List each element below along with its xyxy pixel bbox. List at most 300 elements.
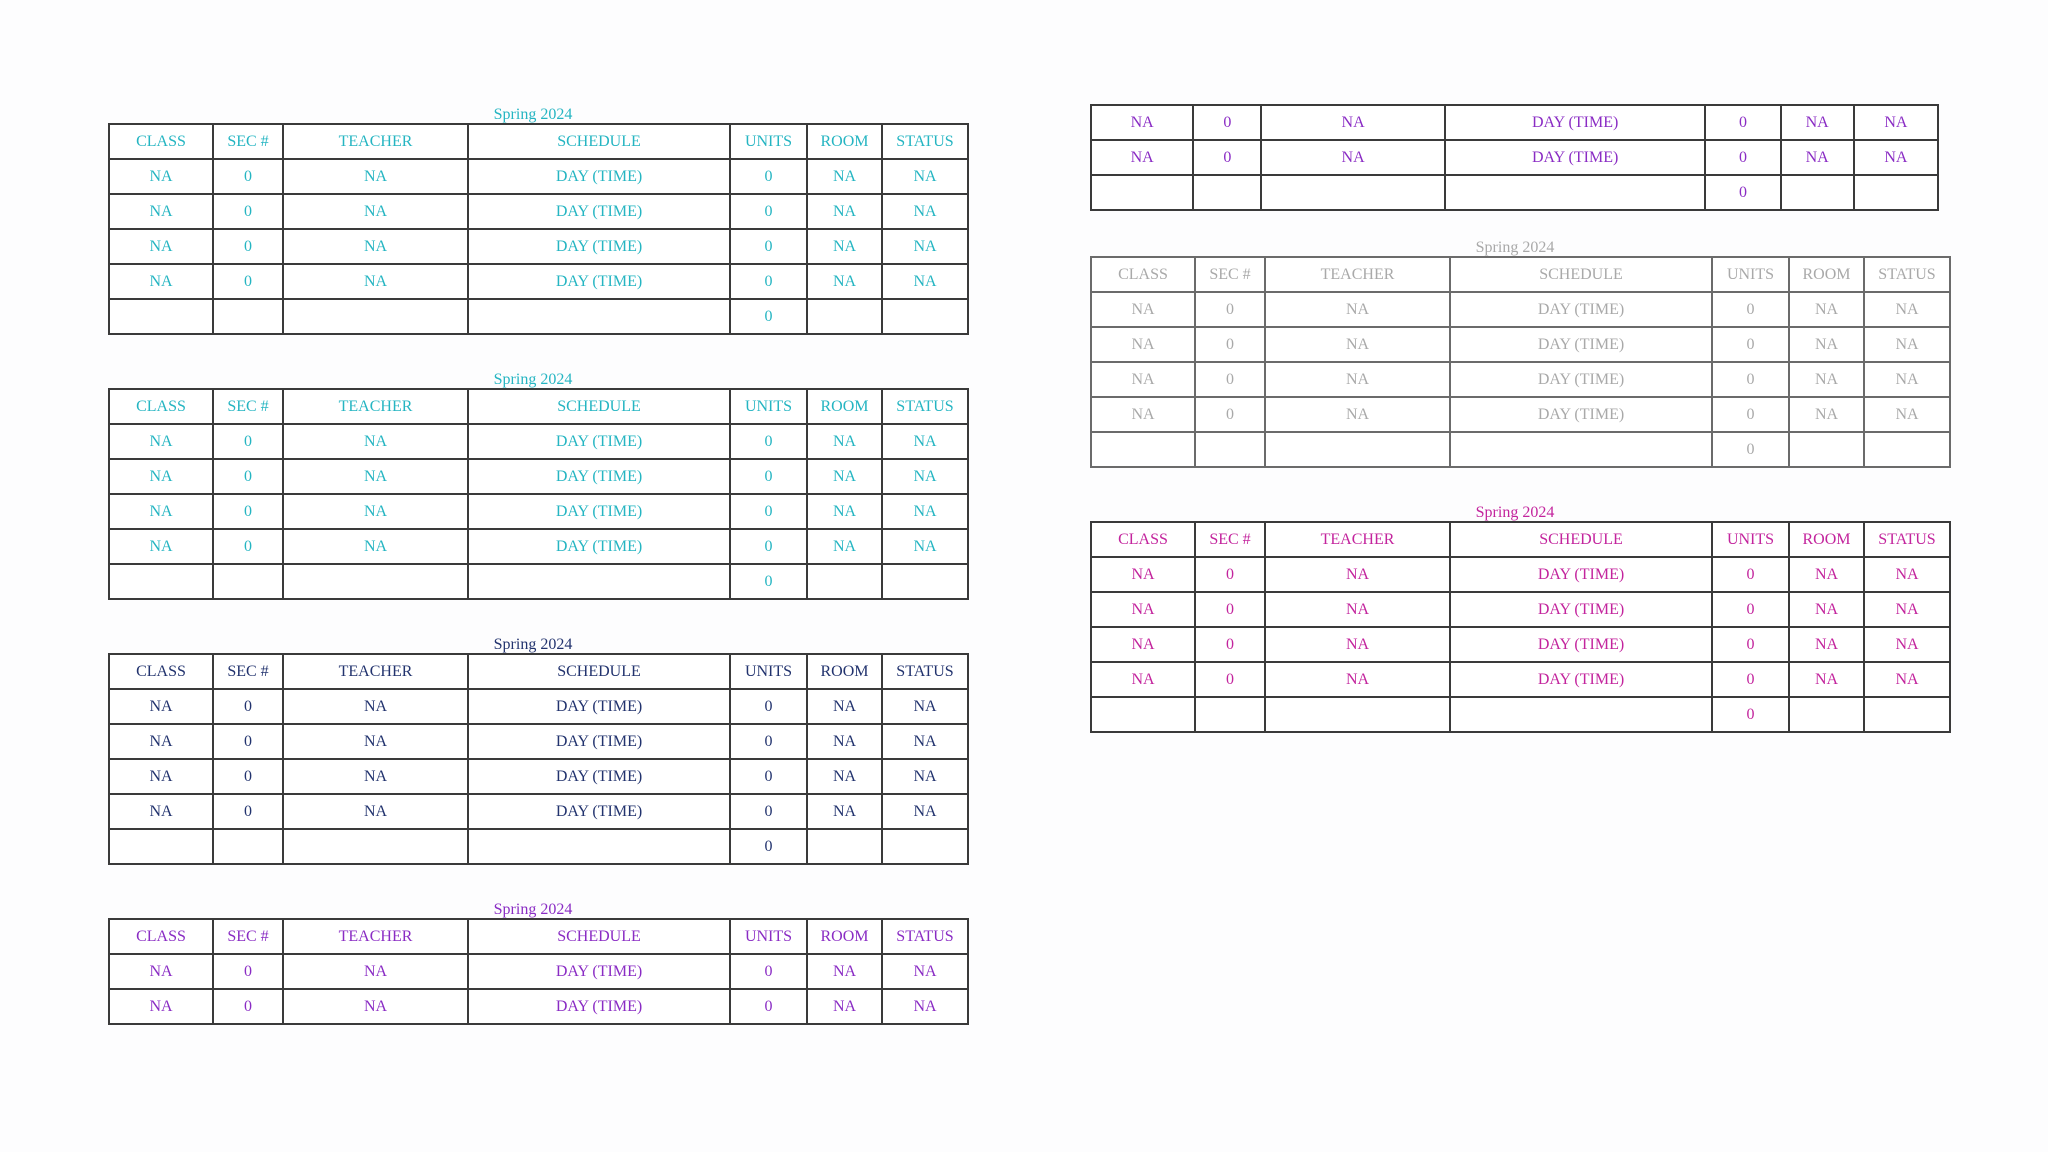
schedule-grid <box>108 123 969 335</box>
table-row <box>109 424 968 459</box>
column-header-status: STATUS <box>882 389 968 424</box>
table-row <box>1091 627 1950 662</box>
sec-cell: 0 <box>213 759 283 794</box>
schedule-table-purple <box>108 902 958 1025</box>
schedule-cell: DAY (TIME) <box>468 159 730 194</box>
table-row <box>1091 362 1950 397</box>
header-row <box>109 654 968 689</box>
term-title: Spring 2024 <box>1475 504 1555 521</box>
table-row <box>1091 592 1950 627</box>
schedule-cell: DAY (TIME) <box>1445 105 1706 140</box>
status-cell: NA <box>1864 627 1950 662</box>
teacher-cell: NA <box>283 194 468 229</box>
column-header-room: ROOM <box>1789 257 1864 292</box>
column-header-room: ROOM <box>807 654 882 689</box>
status-cell: NA <box>1864 557 1950 592</box>
class-cell: NA <box>109 954 213 989</box>
column-header-units: UNITS <box>730 389 807 424</box>
empty-cell <box>1789 432 1864 467</box>
column-header-schedule: SCHEDULE <box>1450 257 1712 292</box>
column-header-schedule: SCHEDULE <box>468 389 730 424</box>
empty-cell <box>1854 175 1938 210</box>
schedule-cell: DAY (TIME) <box>468 954 730 989</box>
units-cell: 0 <box>1712 557 1789 592</box>
total-row <box>1091 432 1950 467</box>
total-row <box>109 299 968 334</box>
table-row <box>109 989 968 1024</box>
units-cell: 0 <box>1712 627 1789 662</box>
units-cell: 0 <box>1712 397 1789 432</box>
room-cell: NA <box>1789 662 1864 697</box>
class-cell: NA <box>109 794 213 829</box>
status-cell: NA <box>1864 397 1950 432</box>
room-cell: NA <box>1789 292 1864 327</box>
schedule-cell: DAY (TIME) <box>468 194 730 229</box>
status-cell: NA <box>882 954 968 989</box>
schedule-grid <box>1090 521 1951 733</box>
column-header-status: STATUS <box>882 919 968 954</box>
empty-cell <box>283 299 468 334</box>
teacher-cell: NA <box>1265 627 1450 662</box>
table-row <box>109 159 968 194</box>
units-cell: 0 <box>730 194 807 229</box>
teacher-cell: NA <box>283 689 468 724</box>
column-header-schedule: SCHEDULE <box>468 654 730 689</box>
table-row <box>1091 662 1950 697</box>
empty-cell <box>109 299 213 334</box>
room-cell: NA <box>807 159 882 194</box>
column-header-units: UNITS <box>1712 522 1789 557</box>
class-cell: NA <box>109 759 213 794</box>
term-title: Spring 2024 <box>493 106 573 123</box>
schedule-cell: DAY (TIME) <box>468 424 730 459</box>
room-cell: NA <box>1781 105 1854 140</box>
empty-cell <box>213 299 283 334</box>
empty-cell <box>882 564 968 599</box>
status-cell: NA <box>1864 362 1950 397</box>
units-cell: 0 <box>1712 292 1789 327</box>
status-cell: NA <box>882 159 968 194</box>
room-cell: NA <box>807 989 882 1024</box>
empty-cell <box>1265 697 1450 732</box>
teacher-cell: NA <box>1261 105 1444 140</box>
class-cell: NA <box>109 724 213 759</box>
column-header-class: CLASS <box>1091 257 1195 292</box>
teacher-cell: NA <box>283 529 468 564</box>
sec-cell: 0 <box>1195 397 1265 432</box>
class-cell: NA <box>1091 105 1193 140</box>
sec-cell: 0 <box>1195 592 1265 627</box>
column-header-sec: SEC # <box>213 389 283 424</box>
units-total-cell: 0 <box>1712 697 1789 732</box>
teacher-cell: NA <box>283 494 468 529</box>
empty-cell <box>807 829 882 864</box>
column-header-class: CLASS <box>1091 522 1195 557</box>
status-cell: NA <box>1864 662 1950 697</box>
sec-cell: 0 <box>213 724 283 759</box>
empty-cell <box>1864 432 1950 467</box>
schedule-cell: DAY (TIME) <box>468 689 730 724</box>
sec-cell: 0 <box>213 989 283 1024</box>
column-header-room: ROOM <box>1789 522 1864 557</box>
class-cell: NA <box>1091 627 1195 662</box>
room-cell: NA <box>807 759 882 794</box>
class-cell: NA <box>109 989 213 1024</box>
units-cell: 0 <box>730 724 807 759</box>
teacher-cell: NA <box>283 794 468 829</box>
header-row <box>1091 522 1950 557</box>
teacher-cell: NA <box>283 954 468 989</box>
schedule-cell: DAY (TIME) <box>1450 362 1712 397</box>
units-cell: 0 <box>1705 105 1780 140</box>
room-cell: NA <box>807 424 882 459</box>
column-header-room: ROOM <box>807 389 882 424</box>
table-row <box>109 459 968 494</box>
class-cell: NA <box>109 229 213 264</box>
status-cell: NA <box>882 759 968 794</box>
room-cell: NA <box>807 264 882 299</box>
schedule-cell: DAY (TIME) <box>468 494 730 529</box>
schedule-table-purple-continued <box>1090 104 1940 211</box>
empty-cell <box>1193 175 1261 210</box>
status-cell: NA <box>882 424 968 459</box>
teacher-cell: NA <box>1261 140 1444 175</box>
term-title: Spring 2024 <box>493 901 573 918</box>
teacher-cell: NA <box>283 759 468 794</box>
empty-cell <box>1195 697 1265 732</box>
sec-cell: 0 <box>213 159 283 194</box>
units-cell: 0 <box>730 229 807 264</box>
empty-cell <box>468 564 730 599</box>
sec-cell: 0 <box>213 459 283 494</box>
term-title: Spring 2024 <box>1475 239 1555 256</box>
table-row <box>109 264 968 299</box>
empty-cell <box>807 299 882 334</box>
table-row <box>109 494 968 529</box>
status-cell: NA <box>1864 292 1950 327</box>
schedule-table-teal-2 <box>108 372 958 600</box>
column-header-status: STATUS <box>882 124 968 159</box>
column-header-sec: SEC # <box>213 919 283 954</box>
status-cell: NA <box>882 529 968 564</box>
status-cell: NA <box>882 194 968 229</box>
room-cell: NA <box>1789 327 1864 362</box>
sec-cell: 0 <box>213 229 283 264</box>
table-row <box>1091 327 1950 362</box>
room-cell: NA <box>807 794 882 829</box>
column-header-units: UNITS <box>1712 257 1789 292</box>
units-cell: 0 <box>730 954 807 989</box>
column-header-units: UNITS <box>730 124 807 159</box>
column-header-sec: SEC # <box>213 654 283 689</box>
schedule-cell: DAY (TIME) <box>1450 292 1712 327</box>
class-cell: NA <box>109 159 213 194</box>
teacher-cell: NA <box>1265 362 1450 397</box>
class-cell: NA <box>1091 592 1195 627</box>
class-cell: NA <box>109 264 213 299</box>
header-row <box>109 919 968 954</box>
schedule-table-magenta <box>1090 505 1940 733</box>
table-row <box>1091 140 1938 175</box>
status-cell: NA <box>1864 592 1950 627</box>
empty-cell <box>1265 432 1450 467</box>
class-cell: NA <box>1091 327 1195 362</box>
status-cell: NA <box>882 794 968 829</box>
column-header-sec: SEC # <box>213 124 283 159</box>
column-header-units: UNITS <box>730 654 807 689</box>
column-header-units: UNITS <box>730 919 807 954</box>
units-total-cell: 0 <box>730 829 807 864</box>
status-cell: NA <box>882 724 968 759</box>
room-cell: NA <box>1789 397 1864 432</box>
empty-cell <box>882 299 968 334</box>
class-cell: NA <box>109 494 213 529</box>
teacher-cell: NA <box>1265 327 1450 362</box>
empty-cell <box>1195 432 1265 467</box>
column-header-status: STATUS <box>1864 257 1950 292</box>
header-row <box>109 124 968 159</box>
schedule-grid-continued <box>1090 104 1939 211</box>
class-cell: NA <box>109 689 213 724</box>
schedule-cell: DAY (TIME) <box>1450 627 1712 662</box>
column-header-teacher: TEACHER <box>283 919 468 954</box>
column-header-room: ROOM <box>807 919 882 954</box>
status-cell: NA <box>1854 140 1938 175</box>
room-cell: NA <box>807 529 882 564</box>
teacher-cell: NA <box>283 159 468 194</box>
schedule-grid <box>108 653 969 865</box>
table-row <box>109 229 968 264</box>
schedule-cell: DAY (TIME) <box>1450 592 1712 627</box>
units-cell: 0 <box>1712 362 1789 397</box>
status-cell: NA <box>882 459 968 494</box>
units-cell: 0 <box>730 159 807 194</box>
empty-cell <box>1450 697 1712 732</box>
column-header-room: ROOM <box>807 124 882 159</box>
schedule-grid <box>1090 256 1951 468</box>
empty-cell <box>1450 432 1712 467</box>
status-cell: NA <box>1864 327 1950 362</box>
column-header-sec: SEC # <box>1195 257 1265 292</box>
status-cell: NA <box>882 264 968 299</box>
empty-cell <box>1445 175 1706 210</box>
schedule-cell: DAY (TIME) <box>1450 662 1712 697</box>
total-row <box>109 829 968 864</box>
schedule-cell: DAY (TIME) <box>468 724 730 759</box>
room-cell: NA <box>807 459 882 494</box>
schedule-table-teal-1 <box>108 107 958 335</box>
table-row <box>1091 292 1950 327</box>
sec-cell: 0 <box>213 494 283 529</box>
header-row <box>109 389 968 424</box>
teacher-cell: NA <box>1265 662 1450 697</box>
room-cell: NA <box>807 689 882 724</box>
units-cell: 0 <box>730 264 807 299</box>
status-cell: NA <box>882 989 968 1024</box>
empty-cell <box>283 564 468 599</box>
class-cell: NA <box>1091 292 1195 327</box>
schedule-grid <box>108 388 969 600</box>
sec-cell: 0 <box>213 424 283 459</box>
units-total-cell: 0 <box>730 299 807 334</box>
sec-cell: 0 <box>213 194 283 229</box>
units-cell: 0 <box>730 759 807 794</box>
teacher-cell: NA <box>1265 292 1450 327</box>
column-header-teacher: TEACHER <box>1265 522 1450 557</box>
units-total-cell: 0 <box>1705 175 1780 210</box>
column-header-class: CLASS <box>109 389 213 424</box>
sec-cell: 0 <box>213 954 283 989</box>
sec-cell: 0 <box>213 264 283 299</box>
empty-cell <box>109 564 213 599</box>
room-cell: NA <box>807 724 882 759</box>
room-cell: NA <box>807 494 882 529</box>
class-cell: NA <box>109 529 213 564</box>
status-cell: NA <box>882 689 968 724</box>
empty-cell <box>1091 697 1195 732</box>
schedule-cell: DAY (TIME) <box>1450 557 1712 592</box>
total-row <box>109 564 968 599</box>
schedule-cell: DAY (TIME) <box>468 794 730 829</box>
empty-cell <box>1864 697 1950 732</box>
schedule-cell: DAY (TIME) <box>468 529 730 564</box>
empty-cell <box>213 829 283 864</box>
teacher-cell: NA <box>283 264 468 299</box>
schedule-cell: DAY (TIME) <box>1445 140 1706 175</box>
room-cell: NA <box>1789 627 1864 662</box>
column-header-schedule: SCHEDULE <box>468 919 730 954</box>
units-cell: 0 <box>730 529 807 564</box>
units-cell: 0 <box>1705 140 1780 175</box>
column-header-schedule: SCHEDULE <box>468 124 730 159</box>
sec-cell: 0 <box>1195 662 1265 697</box>
sec-cell: 0 <box>213 689 283 724</box>
units-cell: 0 <box>730 459 807 494</box>
units-total-cell: 0 <box>730 564 807 599</box>
teacher-cell: NA <box>283 989 468 1024</box>
schedule-cell: DAY (TIME) <box>468 759 730 794</box>
table-row <box>109 689 968 724</box>
class-cell: NA <box>1091 397 1195 432</box>
sec-cell: 0 <box>1195 627 1265 662</box>
column-header-teacher: TEACHER <box>283 389 468 424</box>
empty-cell <box>109 829 213 864</box>
teacher-cell: NA <box>283 229 468 264</box>
total-row <box>1091 175 1938 210</box>
table-row <box>109 724 968 759</box>
class-cell: NA <box>109 424 213 459</box>
header-row <box>1091 257 1950 292</box>
room-cell: NA <box>807 194 882 229</box>
sec-cell: 0 <box>1193 105 1261 140</box>
table-row <box>1091 105 1938 140</box>
class-cell: NA <box>1091 662 1195 697</box>
table-row <box>109 194 968 229</box>
empty-cell <box>1781 175 1854 210</box>
column-header-class: CLASS <box>109 654 213 689</box>
teacher-cell: NA <box>1265 592 1450 627</box>
units-cell: 0 <box>730 794 807 829</box>
column-header-class: CLASS <box>109 124 213 159</box>
status-cell: NA <box>1854 105 1938 140</box>
column-header-teacher: TEACHER <box>283 124 468 159</box>
schedule-table-gray <box>1090 240 1940 468</box>
term-title: Spring 2024 <box>493 636 573 653</box>
table-row <box>1091 397 1950 432</box>
term-title: Spring 2024 <box>493 371 573 388</box>
schedule-cell: DAY (TIME) <box>468 264 730 299</box>
table-row <box>109 759 968 794</box>
class-cell: NA <box>1091 140 1193 175</box>
column-header-sec: SEC # <box>1195 522 1265 557</box>
sec-cell: 0 <box>1195 362 1265 397</box>
units-total-cell: 0 <box>1712 432 1789 467</box>
empty-cell <box>468 299 730 334</box>
room-cell: NA <box>1789 592 1864 627</box>
teacher-cell: NA <box>283 724 468 759</box>
table-row <box>109 954 968 989</box>
teacher-cell: NA <box>1265 397 1450 432</box>
teacher-cell: NA <box>283 424 468 459</box>
column-header-status: STATUS <box>882 654 968 689</box>
empty-cell <box>1091 175 1193 210</box>
sec-cell: 0 <box>213 529 283 564</box>
column-header-teacher: TEACHER <box>1265 257 1450 292</box>
units-cell: 0 <box>730 989 807 1024</box>
table-row <box>109 529 968 564</box>
sec-cell: 0 <box>1195 292 1265 327</box>
schedule-grid <box>108 918 969 1025</box>
column-header-teacher: TEACHER <box>283 654 468 689</box>
sec-cell: 0 <box>1195 557 1265 592</box>
units-cell: 0 <box>730 424 807 459</box>
column-header-class: CLASS <box>109 919 213 954</box>
empty-cell <box>1789 697 1864 732</box>
room-cell: NA <box>807 954 882 989</box>
empty-cell <box>283 829 468 864</box>
schedule-cell: DAY (TIME) <box>468 229 730 264</box>
sec-cell: 0 <box>1195 327 1265 362</box>
class-cell: NA <box>1091 557 1195 592</box>
schedule-cell: DAY (TIME) <box>1450 327 1712 362</box>
room-cell: NA <box>1789 557 1864 592</box>
total-row <box>1091 697 1950 732</box>
room-cell: NA <box>1781 140 1854 175</box>
schedule-cell: DAY (TIME) <box>1450 397 1712 432</box>
status-cell: NA <box>882 229 968 264</box>
table-row <box>109 794 968 829</box>
sec-cell: 0 <box>1193 140 1261 175</box>
schedule-table-navy <box>108 637 958 865</box>
empty-cell <box>468 829 730 864</box>
class-cell: NA <box>109 459 213 494</box>
schedule-cell: DAY (TIME) <box>468 459 730 494</box>
empty-cell <box>1261 175 1444 210</box>
class-cell: NA <box>1091 362 1195 397</box>
room-cell: NA <box>1789 362 1864 397</box>
column-header-schedule: SCHEDULE <box>1450 522 1712 557</box>
class-cell: NA <box>109 194 213 229</box>
status-cell: NA <box>882 494 968 529</box>
teacher-cell: NA <box>283 459 468 494</box>
empty-cell <box>213 564 283 599</box>
empty-cell <box>807 564 882 599</box>
teacher-cell: NA <box>1265 557 1450 592</box>
empty-cell <box>1091 432 1195 467</box>
sec-cell: 0 <box>213 794 283 829</box>
units-cell: 0 <box>1712 662 1789 697</box>
room-cell: NA <box>807 229 882 264</box>
